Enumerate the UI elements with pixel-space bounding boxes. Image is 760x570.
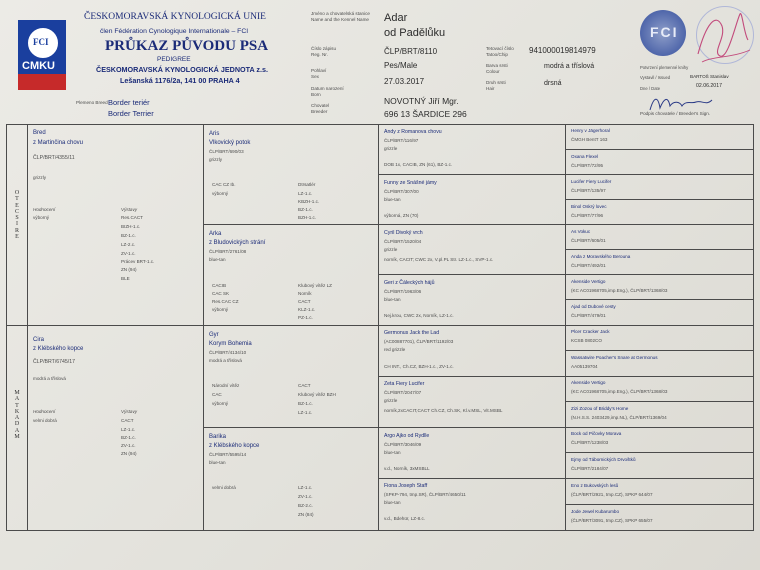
gen2-col-divider <box>378 124 379 530</box>
gen3-6-reg: ČLP/BRT/2047/07 <box>384 390 422 395</box>
sire-sire-name: Aris <box>209 131 220 137</box>
gen4-14-name: Ejmy od Tábornických Drvoštků <box>571 457 636 462</box>
gen4-11-name: Akenside Vertigo <box>571 380 606 385</box>
dam-dam-kennel: z Klébského kopce <box>209 443 260 449</box>
sire-show-7: ZN (94) <box>121 267 137 272</box>
dam-dam-title-3: BZ-2.c. <box>298 503 313 508</box>
sire-dam-divider <box>6 325 754 326</box>
gen3-6-name: Zeta Fiery Lucifer <box>384 381 425 387</box>
dam-show-1: CACT <box>121 418 134 423</box>
sire-colour: grizzly <box>33 175 47 180</box>
gen3-5-extra: CH INT., Ch.CZ, BZH-1.c., ZV-1.c. <box>384 364 454 369</box>
fci-emblem-icon <box>26 26 60 60</box>
gen3-3-colour: grizzle <box>384 247 398 252</box>
gen3-3-name: Cyril Divoký vrch <box>384 230 423 236</box>
sire-sire-title-5: BZH-1.c. <box>298 215 317 220</box>
gen4-divider-9 <box>565 350 753 351</box>
gen4-7-name: Akenside Vertigo <box>571 279 606 284</box>
gen4-divider-13 <box>565 452 753 453</box>
issuer-signature-icon <box>692 4 754 70</box>
breed-label: Plemeno Breed <box>76 100 108 105</box>
seal-text: FCI <box>650 24 679 40</box>
dog-reg: ČLP/BRT/8110 <box>384 47 438 56</box>
dam-sire-colour: modrá a tříslová <box>209 358 242 363</box>
sire-sire-test-2: výborný <box>212 191 229 196</box>
table-right-border <box>753 124 754 530</box>
dam-eval: velmi dobrá <box>33 418 57 423</box>
gen4-1-reg: ČMGH BentT 163 <box>571 137 608 142</box>
dam-sire-title-3: BZ-1.c. <box>298 401 313 406</box>
dog-dob: 27.03.2017 <box>384 77 425 86</box>
dam-sire-name: Gyr <box>209 332 219 338</box>
gen4-7-reg: (KC AC01968705,imp.Eng.), ČLP/BRT/1368/03 <box>571 288 668 293</box>
gen4-9-reg: KCSB 0802CO <box>571 338 602 343</box>
gen4-16-reg: (ČLP/BRT/3091, tmp.CZ), SPKP 655/07 <box>571 518 653 523</box>
gen1-col-divider <box>203 124 204 530</box>
document-title: PRŮKAZ PŮVODU PSA <box>105 38 269 54</box>
sire-reg: ČLP/BRT/4355/11 <box>33 155 75 161</box>
label-breeder-sign: Podpis chovatele / Breeder's Sign. <box>640 111 711 116</box>
label-dob: Datum narození <box>311 86 344 91</box>
sire-sire-title-4: BZ-1.c. <box>298 207 313 212</box>
sire-dam-colour: blue-tan <box>209 257 226 262</box>
sire-dam-test-3: Res.CAC CZ <box>212 299 239 304</box>
gen3-8-colour: blue-tan <box>384 500 401 505</box>
gen3-divider-7 <box>378 478 753 479</box>
gen3-6-colour: grizzle <box>384 398 398 403</box>
dog-chip: 941000019814979 <box>529 46 596 55</box>
gen4-4-reg: ČLP/BRT/77/96 <box>571 213 604 218</box>
gen3-7-name: Argo Ajko od Rydlle <box>384 433 430 439</box>
gen4-12-reg: (N.H.S.S. 2403429,imp.NL), ČLP/BRT/1369/04 <box>571 415 667 420</box>
sire-kennel: z Martinčina chovu <box>33 140 84 146</box>
label-hair-en: Hair <box>486 86 495 91</box>
label-name-en: Name and the Kennel Name <box>311 17 369 22</box>
gen3-3-reg: ČLP/BRT/1520/04 <box>384 239 422 244</box>
label-reg: Číslo zápisu <box>311 46 337 51</box>
gen4-14-reg: ČLP/BRT/2184/07 <box>571 466 609 471</box>
gen4-5-reg: ČLP/BRT/605/01 <box>571 238 606 243</box>
issuer-name: BARTOŠ Stanislav <box>690 74 729 79</box>
sire-show-6: Prácev BRT-1.c. <box>121 259 155 264</box>
gen4-1-name: Henry v Jägerhoral <box>571 128 610 133</box>
breed-cz: Border teriér <box>108 98 150 107</box>
label-dob-en: Born <box>311 92 321 97</box>
label-reg-en: Reg. Nr. <box>311 52 328 57</box>
gen3-8-reg: (SPKP-794, tmp.SR), ČLP/BRT/4650/11 <box>384 492 466 497</box>
dam-reg: ČLP/BRT/6745/17 <box>33 359 76 365</box>
gen3-col-divider <box>565 124 566 530</box>
sire-sire-colour: grizzly <box>209 157 223 162</box>
label-name: Jméno a chovatelská stanice <box>311 11 370 16</box>
sire-sire-test-1: CAC CZ Ib. <box>212 182 236 187</box>
gen4-13-reg: ČLP/BRT/1238/03 <box>571 440 609 445</box>
table-top-border <box>6 124 754 125</box>
dam-sire-reg: ČLP/BRT/4134/10 <box>209 350 247 355</box>
gen4-divider-11 <box>565 401 753 402</box>
sire-show-2: BIZH-1.c. <box>121 224 141 229</box>
sire-dam-test-4: výborný <box>212 307 229 312</box>
sire-sire-reg: ČLP/BRT/690/03 <box>209 149 244 154</box>
gen2-dam-divider <box>203 427 753 428</box>
gen4-divider-3 <box>565 199 753 200</box>
sire-eval: výborný <box>33 215 50 220</box>
gen4-6-reg: ČLP/BRT/492/01 <box>571 263 606 268</box>
gen4-13-name: Bock od Pičovky Morava <box>571 431 622 436</box>
gen3-divider-3 <box>378 274 753 275</box>
gen3-8-extra: v.d., Bdehür, LZ-8.c. <box>384 516 426 521</box>
label-sex: Pohlaví <box>311 68 327 73</box>
gen2-sire-divider <box>203 224 753 225</box>
side-label-dam: M A T K A D A M <box>14 390 20 441</box>
label-sex-en: Sex <box>311 74 319 79</box>
gen3-4-name: Geri z Čáleckých hájů <box>384 280 435 286</box>
gen3-1-reg: ČLP/BRT/116/97 <box>384 138 419 143</box>
sire-show-4: LZ-2.c. <box>121 242 136 247</box>
fci-logo-text: FCI <box>33 37 49 47</box>
gen3-5-name: Germonus Jack the Lad <box>384 330 440 336</box>
sire-shows-head: Výstavy <box>121 207 138 212</box>
dam-show-2: LZ-1.c. <box>121 427 136 432</box>
gen3-2-reg: ČLP/BRT/307/00 <box>384 189 419 194</box>
gen3-divider-5 <box>378 376 753 377</box>
gen4-8-reg: ČLP/BRT/479/01 <box>571 313 606 318</box>
sire-show-5: ZV-1.c. <box>121 251 136 256</box>
gen3-2-colour: blue-tan <box>384 197 401 202</box>
dam-eval-head: Hodnocení <box>33 409 56 414</box>
label-issued-en: Vystavil / Issued <box>640 75 671 80</box>
gen3-1-extra: DOB 1x, CACIB, ZN (61), BZ-1.c. <box>384 162 453 167</box>
table-bottom-border <box>6 530 754 531</box>
gen4-4-name: Binol Oskrý lovec <box>571 204 607 209</box>
gen4-2-name: Oxana Flexel <box>571 154 599 159</box>
club-name: ČESKOMORAVSKÁ KYNOLOGICKÁ JEDNOTA z.s. <box>96 65 268 74</box>
label-tattoo-en: Tatoo/Chip <box>486 52 508 57</box>
label-colour-en: Colour <box>486 69 500 74</box>
gen3-7-reg: ČLP/BRT/3046/09 <box>384 442 422 447</box>
sire-show-3: BZ-1.c. <box>121 233 136 238</box>
gen4-11-reg: (KC AC01968705,imp.Eng.), ČLP/BRT/1368/03 <box>571 389 668 394</box>
dam-sire-test-2: CAC <box>212 392 222 397</box>
sire-sire-title-1: Dtrsatlér <box>298 182 316 187</box>
gen4-divider-5 <box>565 249 753 250</box>
gen4-15-reg: (ČLP/BRT/2921, tmp.CZ), SPKP 644/07 <box>571 492 653 497</box>
issue-date: 02.06.2017 <box>696 83 722 89</box>
dam-sire-title-4: LZ-1.c. <box>298 410 313 415</box>
sire-dam-reg: ČLP/BRT/2761/08 <box>209 249 247 254</box>
label-date: Dne / Date <box>640 86 661 91</box>
gen4-2-reg: ČLP/BRT/72/95 <box>571 163 604 168</box>
gen4-5-name: As Vokuc <box>571 229 591 234</box>
gen3-4-colour: blue-tan <box>384 297 401 302</box>
side-col-divider <box>27 124 28 530</box>
fci-member: člen Fédération Cynologique Internationale – FCI <box>100 28 249 35</box>
dam-name: Cira <box>33 337 45 343</box>
dam-sire-test-3: výborný <box>212 401 229 406</box>
dam-show-5: ZN (94) <box>121 451 137 456</box>
gen4-divider-15 <box>565 504 753 505</box>
dam-dam-colour: blue-tan <box>209 460 226 465</box>
gen3-6-extra: norník,2xCACIT,CACT Ch.CZ, Ch.SK, Kl.v.MSL, Vit.MSBL <box>384 408 503 413</box>
dam-dam-test-1: velmi dobrá <box>212 485 236 490</box>
gen3-4-reg: ČLP/BRT/1963/06 <box>384 289 422 294</box>
sire-sire-kennel: Vlkovický potok <box>209 140 251 146</box>
org-name: ČESKOMORAVSKÁ KYNOLOGICKÁ UNIE <box>84 12 266 22</box>
breed-book-seal <box>640 10 686 56</box>
gen4-15-name: Eno z Bukovských lesů <box>571 483 619 488</box>
dam-sire-title-2: Klubový vítěz BZH <box>298 392 336 397</box>
label-hair: Druh srsti <box>486 80 506 85</box>
sire-dam-kennel: z Bludovických strání <box>209 240 266 246</box>
gen3-8-name: Fiona Joseph Staff <box>384 483 428 489</box>
dam-sire-test-1: Národní vítěz <box>212 383 240 388</box>
label-colour: Barva srsti <box>486 63 508 68</box>
dam-dam-title-4: ZN (84) <box>298 512 314 517</box>
gen3-2-name: Funny ze Snášné jámy <box>384 180 437 186</box>
sire-dam-title-5: PZ-1.c. <box>298 315 313 320</box>
breed-en: Border Terrier <box>108 109 154 118</box>
gen4-divider-7 <box>565 299 753 300</box>
gen4-12-name: Zizi Zozou of Briddy's Home <box>571 406 629 411</box>
fci-cmku-logo <box>18 20 66 90</box>
dam-show-3: BZ-1.c. <box>121 435 136 440</box>
gen3-5-reg: (AC00887701), ČLP/BRT/1192/03 <box>384 339 454 344</box>
gen4-16-name: Jode Jewel Kubarumbo <box>571 509 620 514</box>
sire-sire-title-2: LZ-1.c. <box>298 191 313 196</box>
gen3-7-extra: v.d., Norník, 3xMSBLL <box>384 466 430 471</box>
breeder-address: 696 13 ŠARDICE 296 <box>384 109 467 119</box>
sire-eval-head: Hodnocení <box>33 207 56 212</box>
gen3-5-colour: red grizzle <box>384 347 406 352</box>
club-address: Lešanská 1176/2a, 141 00 PRAHA 4 <box>120 76 240 85</box>
gen4-3-name: Lucifer Fiery Lucifer <box>571 179 612 184</box>
dog-sex: Pes/Male <box>384 61 418 70</box>
sire-dam-test-2: CAC SK <box>212 291 230 296</box>
gen4-divider-1 <box>565 149 753 150</box>
dam-kennel: z Klébského kopce <box>33 346 84 352</box>
dam-shows-head: Výstavy <box>121 409 138 414</box>
dam-colour: modrá a tříslová <box>33 376 66 381</box>
gen4-9-name: Plcer Cracker Jack <box>571 329 610 334</box>
gen4-6-name: Anda z Moravského Berouna <box>571 254 631 259</box>
gen4-8-name: Ajad od Dubové cesty <box>571 304 616 309</box>
sire-sire-title-3: KBZH-1.c. <box>298 199 320 204</box>
dam-dam-name: Barika <box>209 434 227 440</box>
gen3-7-colour: blue-tan <box>384 450 401 455</box>
sire-name: Bred <box>33 130 46 136</box>
label-tattoo: Tetovací číslo <box>486 46 514 51</box>
dog-name: Adar <box>384 12 408 24</box>
table-left-border <box>6 124 7 530</box>
logo-red-band <box>18 74 66 90</box>
dam-dam-title-2: ZV-1.c. <box>298 494 313 499</box>
sire-dam-title-4: KLZ-1.c. <box>298 307 316 312</box>
label-breeder: Chovatel <box>311 103 330 108</box>
sire-dam-title-3: CACT <box>298 299 311 304</box>
gen3-divider-1 <box>378 174 753 175</box>
sire-dam-title-2: Norník <box>298 291 312 296</box>
gen4-10-name: Wassatwire Poacher's Snare at Germonus <box>571 355 658 360</box>
gen3-1-colour: grizzle <box>384 146 398 151</box>
gen3-2-extra: výborná, ZN (70) <box>384 213 419 218</box>
gen4-10-reg: AA05139704 <box>571 364 598 369</box>
sire-dam-test-1: CACIB <box>212 283 227 288</box>
dog-kennel: od Padělůku <box>384 27 446 39</box>
dog-colour: modrá a tříslová <box>544 63 595 70</box>
sire-show-1: Res.CACT <box>121 215 143 220</box>
dam-sire-kennel: Korym Bohemia <box>209 341 252 347</box>
dog-hair: drsná <box>544 80 562 87</box>
pedigree-subtitle: PEDIGREE <box>157 56 191 63</box>
side-label-sire: O T E C S I R E <box>14 190 20 241</box>
dam-show-4: ZV-1.c. <box>121 443 136 448</box>
cmku-logo-text: CMKU <box>22 60 55 72</box>
dam-sire-title-1: CACT <box>298 383 311 388</box>
dam-dam-title-1: LZ-1.c. <box>298 485 313 490</box>
sire-dam-name: Arka <box>209 231 222 237</box>
label-issued: Potvrzení plemenné knihy <box>640 65 689 70</box>
gen3-4-extra: Nej.krou, CWC 2x, Norník, LZ-1.c. <box>384 313 454 318</box>
gen3-1-name: Andy z Romanova chovu <box>384 129 442 135</box>
gen4-3-reg: ČLP/BRT/135/97 <box>571 188 606 193</box>
sire-dam-title-1: Klubový vítěz LZ <box>298 283 332 288</box>
gen3-3-extra: norník, CACIT; CWC 2x, V.pl.PL Str. LZ-1.c., SVP-1.c. <box>384 257 494 262</box>
breeder-name: NOVOTNÝ Jiří Mgr. <box>384 96 459 106</box>
label-breeder-en: Breeder <box>311 109 328 114</box>
sire-show-8: BLE <box>121 276 130 281</box>
dam-dam-reg: ČLP/BRT/5595/14 <box>209 452 247 457</box>
